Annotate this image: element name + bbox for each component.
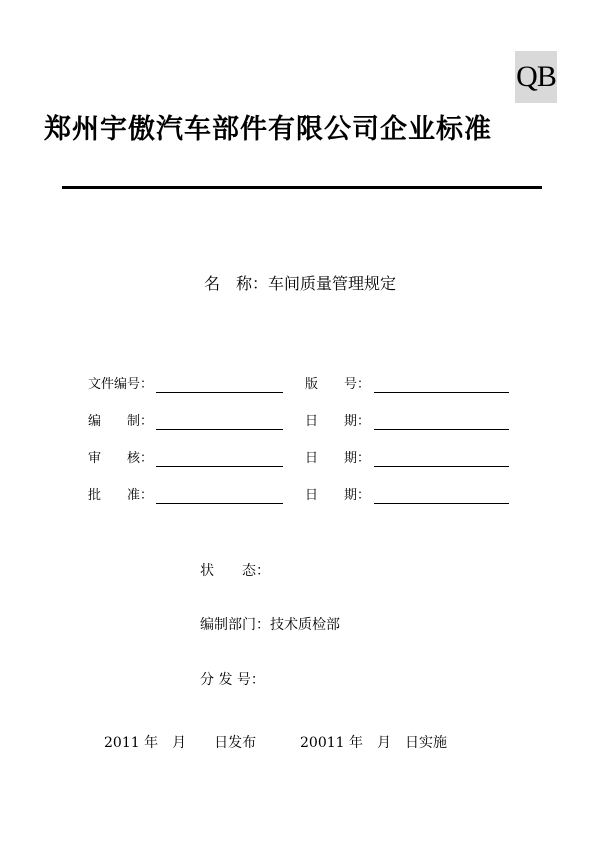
effective-date: 20011 年 月 日实施 — [300, 735, 447, 751]
document-name-line — [0, 272, 600, 296]
version-label: 版 号： — [305, 377, 371, 392]
approved-by-blank[interactable] — [156, 503, 283, 504]
document-name-label: 名 称： — [203, 274, 268, 293]
status-line: 状 态： — [200, 563, 270, 579]
compile-date-label: 日 期： — [305, 414, 371, 429]
reviewed-by-blank[interactable] — [156, 466, 283, 467]
document-name-value: 车间质量管理规定 — [268, 274, 397, 293]
compiled-by-blank[interactable] — [156, 429, 283, 430]
qb-standard-mark: QB — [515, 51, 557, 103]
compile-date-blank[interactable] — [374, 429, 509, 430]
approved-by-label: 批 准： — [88, 488, 154, 503]
issue-date: 2011 年 月 日发布 — [104, 735, 257, 751]
compiled-by-label: 编 制： — [88, 414, 154, 429]
page-title: 郑州宇傲汽车部件有限公司企业标准 — [44, 114, 492, 145]
review-date-label: 日 期： — [305, 451, 371, 466]
reviewed-by-label: 审 核： — [88, 451, 154, 466]
doc-number-blank[interactable] — [156, 392, 283, 393]
approval-date-label: 日 期： — [305, 488, 371, 503]
distribution-number-line: 分 发 号： — [200, 672, 265, 688]
review-date-blank[interactable] — [374, 466, 509, 467]
version-blank[interactable] — [374, 392, 509, 393]
department-line: 编制部门：技术质检部 — [200, 617, 340, 633]
title-divider — [62, 186, 542, 189]
doc-number-label: 文件编号： — [88, 377, 154, 392]
approval-date-blank[interactable] — [374, 503, 509, 504]
